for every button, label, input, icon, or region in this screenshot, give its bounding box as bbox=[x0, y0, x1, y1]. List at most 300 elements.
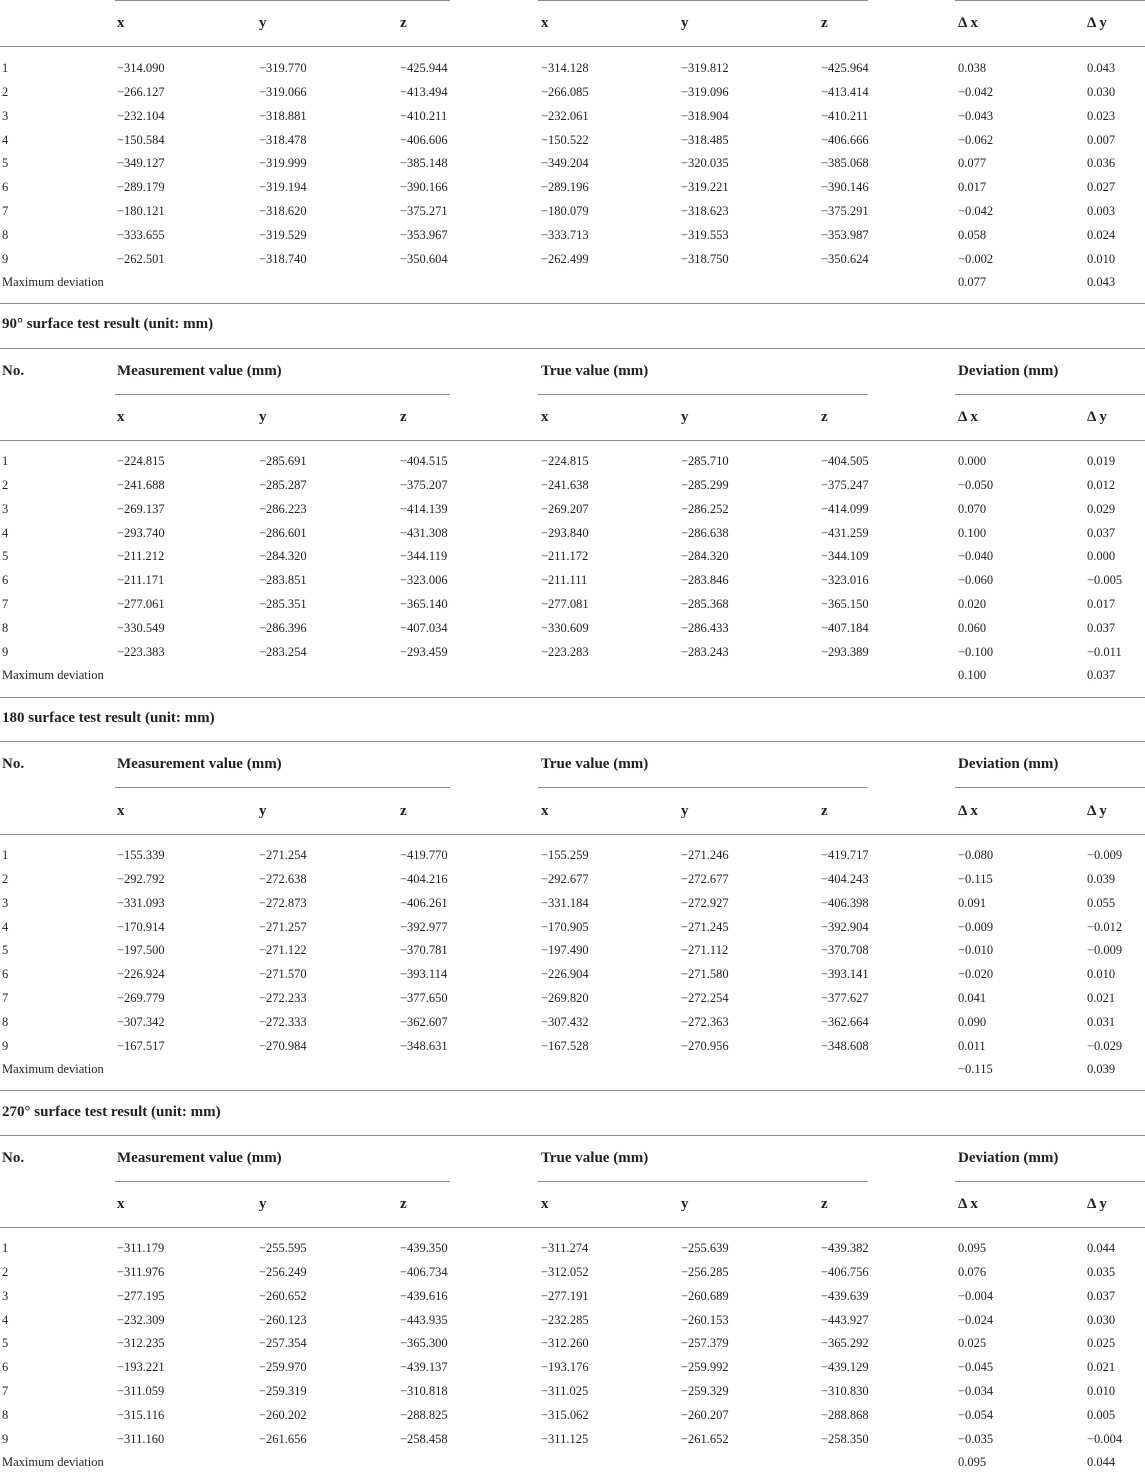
table-cell: −318.478 bbox=[259, 132, 307, 147]
table-cell: −272.873 bbox=[259, 895, 307, 910]
true-value-span-rule bbox=[538, 787, 868, 788]
table-cell: −344.109 bbox=[821, 549, 869, 564]
table-cell: −266.127 bbox=[117, 84, 165, 99]
table-cell: −414.139 bbox=[400, 501, 448, 516]
column-header: y bbox=[259, 15, 267, 31]
table-cell: −180.079 bbox=[541, 204, 589, 219]
table-cell: −0.002 bbox=[958, 251, 994, 266]
column-header: y bbox=[681, 1196, 689, 1212]
row-number: 4 bbox=[2, 525, 9, 540]
table-cell: −419.770 bbox=[400, 848, 448, 862]
table-cell: −226.924 bbox=[117, 967, 165, 982]
table-cell: −211.171 bbox=[117, 573, 165, 588]
table-cell: −319.812 bbox=[681, 61, 729, 75]
table-cell: −232.104 bbox=[117, 108, 165, 123]
table-cell: −271.122 bbox=[259, 943, 307, 958]
table-cell: −292.677 bbox=[541, 871, 589, 886]
row-number: 6 bbox=[2, 573, 9, 588]
table-cell: 0.100 bbox=[958, 525, 987, 540]
table-cell: −167.517 bbox=[117, 1038, 165, 1053]
column-header: y bbox=[681, 409, 689, 425]
table-cell: −393.114 bbox=[400, 967, 448, 982]
table-cell: −0.045 bbox=[958, 1360, 994, 1375]
table-cell: −365.300 bbox=[400, 1336, 448, 1351]
row-number: 7 bbox=[2, 991, 9, 1006]
table-cell: −375.247 bbox=[821, 477, 869, 492]
table-cell: −385.148 bbox=[400, 156, 448, 171]
table-cell: −319.194 bbox=[259, 180, 307, 195]
table-cell: −293.840 bbox=[541, 525, 589, 540]
table-cell: −257.354 bbox=[259, 1336, 307, 1351]
group-header-deviation: Deviation (mm) bbox=[958, 1150, 1059, 1166]
table-cell: −286.601 bbox=[259, 525, 307, 540]
row-number: 3 bbox=[2, 1288, 9, 1303]
table-cell: −350.624 bbox=[821, 251, 869, 266]
table-cell: −283.254 bbox=[259, 644, 307, 659]
table-cell: −307.342 bbox=[117, 1014, 165, 1029]
row-number: 9 bbox=[2, 1431, 9, 1446]
table-cell: 0.010 bbox=[1087, 1384, 1116, 1399]
table-cell: −431.259 bbox=[821, 525, 869, 540]
table-cell: −224.815 bbox=[117, 454, 165, 468]
column-header: x bbox=[117, 803, 125, 819]
table-cell: 0.019 bbox=[1087, 454, 1116, 468]
table-cell: 0.095 bbox=[958, 1241, 987, 1255]
table-cell: −323.006 bbox=[400, 573, 448, 588]
table-cell: −167.528 bbox=[541, 1038, 589, 1053]
table-cell: 0.038 bbox=[958, 61, 987, 75]
column-header: z bbox=[821, 15, 828, 31]
table-cell: −410.211 bbox=[400, 108, 448, 123]
table-cell: −406.261 bbox=[400, 895, 448, 910]
row-number: 5 bbox=[2, 156, 9, 171]
table-cell: −319.221 bbox=[681, 180, 729, 195]
deviation-span-rule bbox=[955, 1181, 1145, 1182]
row-number: 8 bbox=[2, 1407, 9, 1422]
table-cell: −150.522 bbox=[541, 132, 589, 147]
row-number: 8 bbox=[2, 227, 9, 242]
table-cell: 0.024 bbox=[1087, 227, 1116, 242]
table-cell: −0.035 bbox=[958, 1431, 994, 1446]
table-cell: −320.035 bbox=[681, 156, 729, 171]
table-cell: −311.274 bbox=[541, 1241, 589, 1255]
max-deviation-dy: 0.044 bbox=[1087, 1455, 1116, 1469]
table-cell: 0.017 bbox=[1087, 597, 1116, 612]
table-cell: −314.128 bbox=[541, 61, 589, 75]
table-cell: −0.040 bbox=[958, 549, 994, 564]
max-deviation-dx: 0.095 bbox=[958, 1455, 987, 1469]
table-cell: −319.553 bbox=[681, 227, 729, 242]
table-cell: −283.846 bbox=[681, 573, 729, 588]
table-cell: −285.299 bbox=[681, 477, 729, 492]
table-cell: −261.656 bbox=[259, 1431, 307, 1446]
table-cell: −390.146 bbox=[821, 180, 869, 195]
table-cell: −286.433 bbox=[681, 620, 729, 635]
table-cell: −286.223 bbox=[259, 501, 307, 516]
table-cell: −211.212 bbox=[117, 549, 165, 564]
table-cell: −272.638 bbox=[259, 871, 307, 886]
row-number: 7 bbox=[2, 597, 9, 612]
table-cell: −375.271 bbox=[400, 204, 448, 219]
table-cell: −311.976 bbox=[117, 1264, 165, 1279]
table-cell: −312.235 bbox=[117, 1336, 165, 1351]
table-cell: −0.042 bbox=[958, 204, 994, 219]
row-number: 4 bbox=[2, 1312, 9, 1327]
table-bottom-rule bbox=[0, 697, 1145, 698]
row-number: 1 bbox=[2, 61, 9, 75]
table-cell: −0.024 bbox=[958, 1312, 994, 1327]
table-title: 180 surface test result (unit: mm) bbox=[2, 710, 215, 726]
table-cell: 0.000 bbox=[958, 454, 987, 468]
table-cell: −285.287 bbox=[259, 477, 307, 492]
table-cell: −262.501 bbox=[117, 251, 165, 266]
table-cell: −425.964 bbox=[821, 61, 869, 75]
column-header: x bbox=[541, 15, 549, 31]
table-cell: −0.050 bbox=[958, 477, 994, 492]
table-cell: −0.054 bbox=[958, 1407, 994, 1422]
deviation-span-rule bbox=[955, 0, 1145, 1]
table-cell: −406.398 bbox=[821, 895, 869, 910]
table-cell: −170.905 bbox=[541, 919, 589, 934]
column-header: x bbox=[541, 803, 549, 819]
table-title: 270° surface test result (unit: mm) bbox=[2, 1104, 221, 1120]
table-cell: −439.129 bbox=[821, 1360, 869, 1375]
column-header: Δ x bbox=[958, 1196, 978, 1212]
table-cell: −311.059 bbox=[117, 1384, 165, 1399]
header-bottom-rule bbox=[0, 46, 1145, 47]
row-number: 4 bbox=[2, 919, 9, 934]
table-cell: −150.584 bbox=[117, 132, 165, 147]
table-cell: −0.029 bbox=[1087, 1038, 1123, 1053]
table-cell: −407.034 bbox=[400, 620, 448, 635]
table-cell: −271.254 bbox=[259, 848, 307, 862]
table-cell: 0.012 bbox=[1087, 477, 1116, 492]
table-cell: −272.363 bbox=[681, 1014, 729, 1029]
table-cell: 0.070 bbox=[958, 501, 987, 516]
table-cell: −385.068 bbox=[821, 156, 869, 171]
table-cell: −272.233 bbox=[259, 991, 307, 1006]
table-cell: −310.830 bbox=[821, 1384, 869, 1399]
table-cell: 0.090 bbox=[958, 1014, 987, 1029]
table-cell: −0.060 bbox=[958, 573, 994, 588]
table-cell: −407.184 bbox=[821, 620, 869, 635]
table-cell: −197.490 bbox=[541, 943, 589, 958]
table-cell: −269.207 bbox=[541, 501, 589, 516]
group-header-true-value: True value (mm) bbox=[541, 363, 649, 379]
column-header: x bbox=[117, 15, 125, 31]
table-cell: −311.160 bbox=[117, 1431, 165, 1446]
table-cell: 0.043 bbox=[1087, 61, 1116, 75]
table-cell: 0.025 bbox=[1087, 1336, 1116, 1351]
table-cell: −286.252 bbox=[681, 501, 729, 516]
table-cell: −0.011 bbox=[1087, 644, 1122, 659]
table-cell: −311.025 bbox=[541, 1384, 589, 1399]
group-header-measurement: Measurement value (mm) bbox=[117, 756, 282, 772]
table-cell: −289.179 bbox=[117, 180, 165, 195]
row-number: 2 bbox=[2, 1264, 9, 1279]
group-header-deviation: Deviation (mm) bbox=[958, 756, 1059, 772]
row-number: 7 bbox=[2, 1384, 9, 1399]
table-cell: −318.750 bbox=[681, 251, 729, 266]
max-deviation-label: Maximum deviation bbox=[2, 1062, 104, 1076]
table-cell: −439.639 bbox=[821, 1288, 869, 1303]
table-cell: −260.123 bbox=[259, 1312, 307, 1327]
table-cell: −256.285 bbox=[681, 1264, 729, 1279]
table-cell: 0.030 bbox=[1087, 84, 1116, 99]
table-cell: 0.023 bbox=[1087, 108, 1116, 123]
row-number: 9 bbox=[2, 1038, 9, 1053]
table-cell: −365.150 bbox=[821, 597, 869, 612]
column-header: Δ y bbox=[1087, 409, 1107, 425]
table-cell: 0.035 bbox=[1087, 1264, 1116, 1279]
table-cell: −0.012 bbox=[1087, 919, 1123, 934]
table-cell: −323.016 bbox=[821, 573, 869, 588]
table-cell: −330.609 bbox=[541, 620, 589, 635]
table-cell: −256.249 bbox=[259, 1264, 307, 1279]
table-cell: −283.851 bbox=[259, 573, 307, 588]
table-cell: −315.116 bbox=[117, 1407, 165, 1422]
max-deviation-dx: 0.100 bbox=[958, 668, 987, 682]
table-cell: −319.529 bbox=[259, 227, 307, 242]
table-cell: −232.285 bbox=[541, 1312, 589, 1327]
table-cell: 0.007 bbox=[1087, 132, 1116, 147]
table-cell: −293.459 bbox=[400, 644, 448, 659]
table-bottom-rule bbox=[0, 303, 1145, 304]
table-cell: −289.196 bbox=[541, 180, 589, 195]
column-header: y bbox=[259, 803, 267, 819]
table-cell: −319.096 bbox=[681, 84, 729, 99]
table-cell: −260.202 bbox=[259, 1407, 307, 1422]
table-cell: −319.066 bbox=[259, 84, 307, 99]
table-cell: −439.137 bbox=[400, 1360, 448, 1375]
max-deviation-dx: 0.077 bbox=[958, 275, 987, 289]
table-cell: −283.243 bbox=[681, 644, 729, 659]
row-number: 6 bbox=[2, 1360, 9, 1375]
column-header: z bbox=[821, 409, 828, 425]
table-cell: −390.166 bbox=[400, 180, 448, 195]
table-cell: −365.292 bbox=[821, 1336, 869, 1351]
table-cell: −197.500 bbox=[117, 943, 165, 958]
column-header: z bbox=[400, 803, 407, 819]
table-cell: −310.818 bbox=[400, 1384, 448, 1399]
row-number: 3 bbox=[2, 501, 9, 516]
true-value-span-rule bbox=[538, 0, 868, 1]
table-cell: 0.017 bbox=[958, 180, 987, 195]
table-cell: −284.320 bbox=[259, 549, 307, 564]
table-cell: −0.009 bbox=[1087, 848, 1123, 862]
table-cell: −0.080 bbox=[958, 848, 994, 862]
table-cell: −315.062 bbox=[541, 1407, 589, 1422]
column-header: z bbox=[821, 1196, 828, 1212]
table-cell: −211.172 bbox=[541, 549, 589, 564]
header-bottom-rule bbox=[0, 440, 1145, 441]
table-top-rule bbox=[0, 348, 1145, 349]
table-bottom-rule bbox=[0, 1090, 1145, 1091]
table-cell: −439.382 bbox=[821, 1241, 869, 1255]
column-header: Δ x bbox=[958, 15, 978, 31]
table-cell: −272.677 bbox=[681, 871, 729, 886]
table-cell: −288.868 bbox=[821, 1407, 869, 1422]
table-cell: −0.004 bbox=[1087, 1431, 1123, 1446]
table-cell: 0.039 bbox=[1087, 871, 1116, 886]
true-value-span-rule bbox=[538, 394, 868, 395]
table-cell: −270.956 bbox=[681, 1038, 729, 1053]
row-number: 9 bbox=[2, 251, 9, 266]
table-cell: −318.740 bbox=[259, 251, 307, 266]
group-header-deviation: Deviation (mm) bbox=[958, 363, 1059, 379]
table-cell: −0.062 bbox=[958, 132, 994, 147]
column-header: Δ x bbox=[958, 803, 978, 819]
row-number: 5 bbox=[2, 943, 9, 958]
table-cell: −272.254 bbox=[681, 991, 729, 1006]
table-cell: −404.515 bbox=[400, 454, 448, 468]
row-number: 7 bbox=[2, 204, 9, 219]
table-cell: −155.259 bbox=[541, 848, 589, 862]
table-cell: −406.734 bbox=[400, 1264, 448, 1279]
table-cell: 0.037 bbox=[1087, 1288, 1116, 1303]
table-cell: −285.351 bbox=[259, 597, 307, 612]
column-header: z bbox=[400, 15, 407, 31]
table-cell: −318.623 bbox=[681, 204, 729, 219]
measurement-span-rule bbox=[115, 394, 450, 395]
table-cell: −260.153 bbox=[681, 1312, 729, 1327]
table-cell: −259.319 bbox=[259, 1384, 307, 1399]
row-number: 3 bbox=[2, 108, 9, 123]
group-header-measurement: Measurement value (mm) bbox=[117, 1150, 282, 1166]
table-cell: −271.246 bbox=[681, 848, 729, 862]
table-cell: −406.606 bbox=[400, 132, 448, 147]
row-number: 9 bbox=[2, 644, 9, 659]
table-cell: −318.881 bbox=[259, 108, 307, 123]
table-cell: −277.191 bbox=[541, 1288, 589, 1303]
table-cell: 0.030 bbox=[1087, 1312, 1116, 1327]
table-cell: −392.977 bbox=[400, 919, 448, 934]
table-cell: −285.368 bbox=[681, 597, 729, 612]
table-cell: −307.432 bbox=[541, 1014, 589, 1029]
row-number: 5 bbox=[2, 549, 9, 564]
table-cell: −311.125 bbox=[541, 1431, 589, 1446]
table-cell: 0.021 bbox=[1087, 991, 1116, 1006]
table-cell: −410.211 bbox=[821, 108, 869, 123]
table-cell: −414.099 bbox=[821, 501, 869, 516]
table-cell: 0.029 bbox=[1087, 501, 1116, 516]
table-cell: 0.037 bbox=[1087, 620, 1116, 635]
table-cell: −375.291 bbox=[821, 204, 869, 219]
table-cell: −413.414 bbox=[821, 84, 869, 99]
column-header: x bbox=[117, 409, 125, 425]
table-cell: 0.031 bbox=[1087, 1014, 1116, 1029]
table-cell: −293.740 bbox=[117, 525, 165, 540]
true-value-span-rule bbox=[538, 1181, 868, 1182]
table-cell: 0.077 bbox=[958, 156, 987, 171]
table-cell: −269.779 bbox=[117, 991, 165, 1006]
table-cell: −255.639 bbox=[681, 1241, 729, 1255]
table-cell: −333.713 bbox=[541, 227, 589, 242]
deviation-span-rule bbox=[955, 787, 1145, 788]
table-cell: −344.119 bbox=[400, 549, 448, 564]
row-number: 1 bbox=[2, 848, 9, 862]
column-header: z bbox=[400, 409, 407, 425]
table-cell: −333.655 bbox=[117, 227, 165, 242]
table-cell: 0.011 bbox=[958, 1038, 986, 1053]
row-number: 1 bbox=[2, 1241, 9, 1255]
table-cell: −318.904 bbox=[681, 108, 729, 123]
table-cell: −393.141 bbox=[821, 967, 869, 982]
table-cell: −0.100 bbox=[958, 644, 994, 659]
max-deviation-dy: 0.037 bbox=[1087, 668, 1116, 682]
table-cell: −271.570 bbox=[259, 967, 307, 982]
table-cell: −223.283 bbox=[541, 644, 589, 659]
column-header: y bbox=[681, 15, 689, 31]
measurement-span-rule bbox=[115, 0, 450, 1]
max-deviation-label: Maximum deviation bbox=[2, 275, 104, 289]
table-cell: −269.137 bbox=[117, 501, 165, 516]
table-cell: −271.257 bbox=[259, 919, 307, 934]
table-cell: −319.770 bbox=[259, 61, 307, 75]
table-cell: −419.717 bbox=[821, 848, 869, 862]
table-cell: −260.689 bbox=[681, 1288, 729, 1303]
table-cell: −406.756 bbox=[821, 1264, 869, 1279]
table-cell: −0.009 bbox=[1087, 943, 1123, 958]
table-cell: −362.607 bbox=[400, 1014, 448, 1029]
row-number: 5 bbox=[2, 1336, 9, 1351]
table-cell: −262.499 bbox=[541, 251, 589, 266]
table-cell: −318.485 bbox=[681, 132, 729, 147]
row-number: 4 bbox=[2, 132, 9, 147]
table-cell: −443.927 bbox=[821, 1312, 869, 1327]
table-cell: −370.708 bbox=[821, 943, 869, 958]
column-header: x bbox=[117, 1196, 125, 1212]
column-header: Δ y bbox=[1087, 1196, 1107, 1212]
table-cell: −404.505 bbox=[821, 454, 869, 468]
column-header: Δ x bbox=[958, 409, 978, 425]
header-bottom-rule bbox=[0, 1227, 1145, 1228]
table-cell: −312.260 bbox=[541, 1336, 589, 1351]
table-cell: 0.010 bbox=[1087, 967, 1116, 982]
table-cell: −311.179 bbox=[117, 1241, 165, 1255]
table-cell: −293.389 bbox=[821, 644, 869, 659]
table-cell: −0.034 bbox=[958, 1384, 994, 1399]
table-cell: −365.140 bbox=[400, 597, 448, 612]
table-cell: −353.967 bbox=[400, 227, 448, 242]
table-cell: −286.396 bbox=[259, 620, 307, 635]
table-cell: −350.604 bbox=[400, 251, 448, 266]
group-header-no: No. bbox=[2, 1150, 25, 1166]
table-cell: −375.207 bbox=[400, 477, 448, 492]
table-top-rule bbox=[0, 741, 1145, 742]
table-cell: −348.608 bbox=[821, 1038, 869, 1053]
table-cell: −211.111 bbox=[541, 573, 588, 588]
table-cell: −272.333 bbox=[259, 1014, 307, 1029]
table-title: 90° surface test result (unit: mm) bbox=[2, 316, 214, 332]
table-cell: −431.308 bbox=[400, 525, 448, 540]
table-cell: −0.043 bbox=[958, 108, 994, 123]
column-header: Δ y bbox=[1087, 803, 1107, 819]
table-cell: 0.003 bbox=[1087, 204, 1116, 219]
row-number: 8 bbox=[2, 1014, 9, 1029]
table-cell: −319.999 bbox=[259, 156, 307, 171]
table-cell: −404.243 bbox=[821, 871, 869, 886]
header-bottom-rule bbox=[0, 834, 1145, 835]
max-deviation-label: Maximum deviation bbox=[2, 1455, 104, 1469]
table-cell: −392.904 bbox=[821, 919, 869, 934]
table-cell: −331.093 bbox=[117, 895, 165, 910]
table-cell: 0.058 bbox=[958, 227, 987, 242]
table-cell: 0.036 bbox=[1087, 156, 1116, 171]
table-cell: −271.245 bbox=[681, 919, 729, 934]
table-cell: −349.127 bbox=[117, 156, 165, 171]
group-header-measurement: Measurement value (mm) bbox=[117, 363, 282, 379]
